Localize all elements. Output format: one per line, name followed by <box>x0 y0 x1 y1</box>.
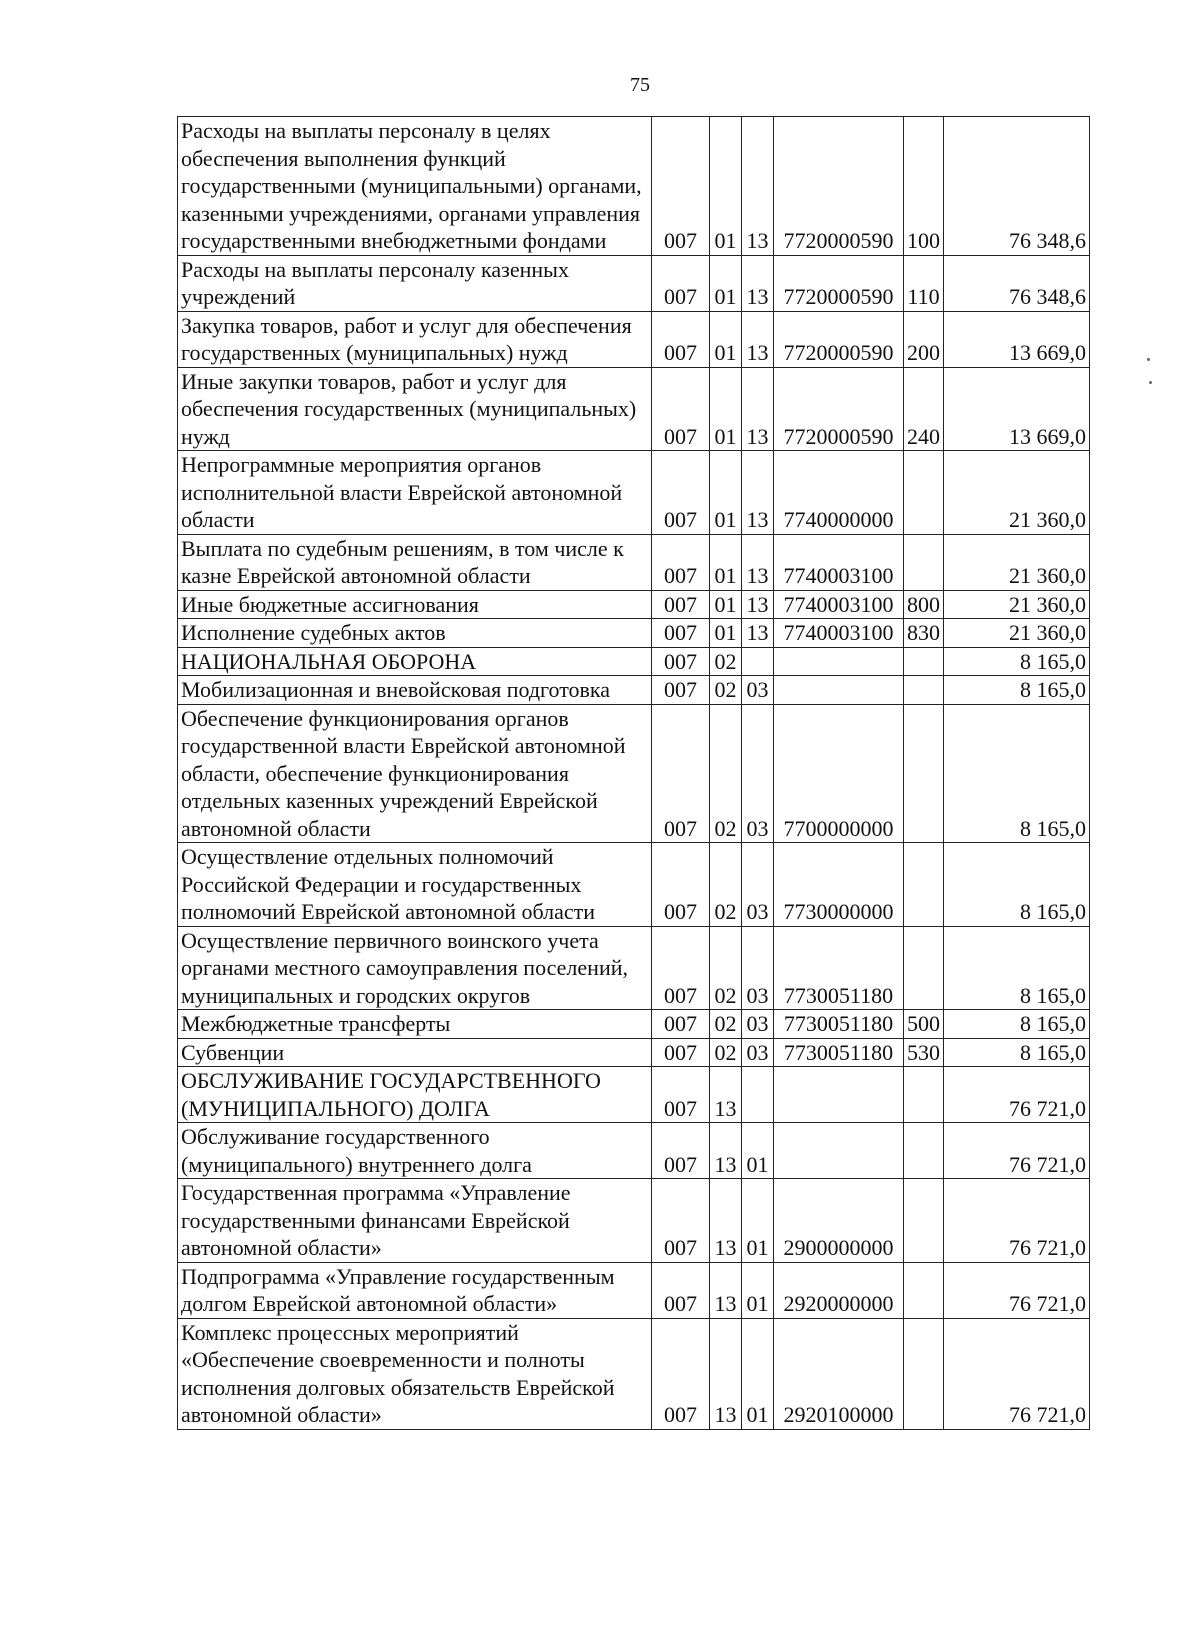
table-row <box>178 1038 1090 1067</box>
row-name: Обслуживание государственного (муниципального) внутреннего долга <box>178 1123 652 1179</box>
row-target-code: 7720000590 <box>774 367 904 451</box>
row-subsection-code: 03 <box>742 843 774 927</box>
table-row <box>178 676 1090 705</box>
row-expense-type-code <box>904 704 944 843</box>
table-row <box>178 534 1090 590</box>
row-subsection-code: 01 <box>742 1262 774 1318</box>
table-row <box>178 926 1090 1010</box>
row-section-code: 13 <box>710 1179 742 1263</box>
table-row <box>178 843 1090 927</box>
row-expense-type-code <box>904 843 944 927</box>
row-target-code: 7720000590 <box>774 117 904 256</box>
row-section-code: 01 <box>710 590 742 619</box>
scan-speck <box>1147 358 1150 361</box>
row-amount: 21 360,0 <box>944 590 1090 619</box>
row-section-code: 01 <box>710 534 742 590</box>
table-row <box>178 255 1090 311</box>
table-row <box>178 451 1090 535</box>
row-name: Осуществление отдельных полномочий Российской Федерации и государственных полномочий Еврейской автономной области <box>178 843 652 927</box>
row-name: Исполнение судебных актов <box>178 619 652 648</box>
row-section-code: 13 <box>710 1067 742 1123</box>
row-target-code <box>774 676 904 705</box>
row-subsection-code: 13 <box>742 311 774 367</box>
row-section-code: 02 <box>710 1010 742 1039</box>
table-row <box>178 117 1090 256</box>
row-section-code: 01 <box>710 117 742 256</box>
table-row <box>178 1067 1090 1123</box>
row-target-code: 7730051180 <box>774 1010 904 1039</box>
row-section-code: 01 <box>710 451 742 535</box>
row-name: Государственная программа «Управление государственными финансами Еврейской автономной области» <box>178 1179 652 1263</box>
row-ministry-code: 007 <box>652 590 710 619</box>
row-target-code: 7700000000 <box>774 704 904 843</box>
row-name: Субвенции <box>178 1038 652 1067</box>
row-section-code: 02 <box>710 704 742 843</box>
row-amount: 76 721,0 <box>944 1179 1090 1263</box>
row-amount: 8 165,0 <box>944 1010 1090 1039</box>
row-amount: 76 721,0 <box>944 1262 1090 1318</box>
row-section-code: 13 <box>710 1123 742 1179</box>
row-target-code: 7740003100 <box>774 590 904 619</box>
row-expense-type-code <box>904 676 944 705</box>
row-amount: 13 669,0 <box>944 311 1090 367</box>
row-section-code: 02 <box>710 1038 742 1067</box>
row-subsection-code: 13 <box>742 590 774 619</box>
row-subsection-code: 03 <box>742 1038 774 1067</box>
row-subsection-code: 13 <box>742 117 774 256</box>
table-row <box>178 590 1090 619</box>
row-subsection-code <box>742 1067 774 1123</box>
row-amount: 13 669,0 <box>944 367 1090 451</box>
row-section-code: 02 <box>710 843 742 927</box>
scan-speck <box>1149 381 1152 384</box>
row-expense-type-code <box>904 1067 944 1123</box>
row-expense-type-code <box>904 534 944 590</box>
row-target-code: 7740003100 <box>774 619 904 648</box>
row-name: Осуществление первичного воинского учета органами местного самоуправления поселений, муниципальных и городских округов <box>178 926 652 1010</box>
row-amount: 8 165,0 <box>944 926 1090 1010</box>
row-section-code: 13 <box>710 1318 742 1429</box>
row-amount: 8 165,0 <box>944 1038 1090 1067</box>
row-subsection-code: 03 <box>742 1010 774 1039</box>
row-target-code: 7720000590 <box>774 311 904 367</box>
table-row <box>178 647 1090 676</box>
row-target-code: 2920100000 <box>774 1318 904 1429</box>
row-amount: 76 348,6 <box>944 255 1090 311</box>
row-expense-type-code: 100 <box>904 117 944 256</box>
row-ministry-code: 007 <box>652 1262 710 1318</box>
row-subsection-code: 13 <box>742 255 774 311</box>
row-expense-type-code <box>904 1179 944 1263</box>
row-name: ОБСЛУЖИВАНИЕ ГОСУДАРСТВЕННОГО (МУНИЦИПАЛЬНОГО) ДОЛГА <box>178 1067 652 1123</box>
row-name: Расходы на выплаты персоналу в целях обеспечения выполнения функций государственными (муниципальными) органами, казенными учреждениями, органами управления государственными внебюджетными фондами <box>178 117 652 256</box>
table-row <box>178 1262 1090 1318</box>
table-row <box>178 1123 1090 1179</box>
row-name: Расходы на выплаты персоналу казенных учреждений <box>178 255 652 311</box>
row-amount: 8 165,0 <box>944 676 1090 705</box>
row-target-code: 2900000000 <box>774 1179 904 1263</box>
row-amount: 76 721,0 <box>944 1123 1090 1179</box>
row-subsection-code: 13 <box>742 451 774 535</box>
row-ministry-code: 007 <box>652 1038 710 1067</box>
row-subsection-code: 01 <box>742 1123 774 1179</box>
row-ministry-code: 007 <box>652 311 710 367</box>
row-subsection-code: 03 <box>742 704 774 843</box>
row-expense-type-code: 530 <box>904 1038 944 1067</box>
row-ministry-code: 007 <box>652 1179 710 1263</box>
table-row <box>178 1318 1090 1429</box>
row-ministry-code: 007 <box>652 534 710 590</box>
row-expense-type-code <box>904 1123 944 1179</box>
row-expense-type-code: 200 <box>904 311 944 367</box>
row-expense-type-code <box>904 647 944 676</box>
row-amount: 76 721,0 <box>944 1318 1090 1429</box>
row-ministry-code: 007 <box>652 1010 710 1039</box>
row-expense-type-code <box>904 451 944 535</box>
row-name: Выплата по судебным решениям, в том числе к казне Еврейской автономной области <box>178 534 652 590</box>
row-target-code: 7740003100 <box>774 534 904 590</box>
row-expense-type-code: 240 <box>904 367 944 451</box>
row-ministry-code: 007 <box>652 1123 710 1179</box>
row-section-code: 13 <box>710 1262 742 1318</box>
row-ministry-code: 007 <box>652 1067 710 1123</box>
row-name: Подпрограмма «Управление государственным долгом Еврейской автономной области» <box>178 1262 652 1318</box>
row-ministry-code: 007 <box>652 367 710 451</box>
row-section-code: 02 <box>710 926 742 1010</box>
row-expense-type-code: 500 <box>904 1010 944 1039</box>
row-amount: 21 360,0 <box>944 534 1090 590</box>
row-expense-type-code <box>904 1262 944 1318</box>
row-amount: 21 360,0 <box>944 451 1090 535</box>
row-amount: 76 721,0 <box>944 1067 1090 1123</box>
row-section-code: 02 <box>710 676 742 705</box>
row-ministry-code: 007 <box>652 451 710 535</box>
row-name: НАЦИОНАЛЬНАЯ ОБОРОНА <box>178 647 652 676</box>
table-row <box>178 619 1090 648</box>
row-name: Обеспечение функционирования органов государственной власти Еврейской автономной области, обеспечение функционирования отдельных казенных учреждений Еврейской автономной области <box>178 704 652 843</box>
row-expense-type-code: 110 <box>904 255 944 311</box>
budget-table-body <box>178 117 1090 1430</box>
row-target-code: 7740000000 <box>774 451 904 535</box>
row-target-code: 2920000000 <box>774 1262 904 1318</box>
table-row <box>178 311 1090 367</box>
row-expense-type-code <box>904 926 944 1010</box>
table-row <box>178 1010 1090 1039</box>
row-subsection-code: 13 <box>742 367 774 451</box>
row-name: Комплекс процессных мероприятий «Обеспечение своевременности и полноты исполнения долговых обязательств Еврейской автономной области» <box>178 1318 652 1429</box>
row-amount: 8 165,0 <box>944 704 1090 843</box>
row-name: Закупка товаров, работ и услуг для обеспечения государственных (муниципальных) нужд <box>178 311 652 367</box>
row-ministry-code: 007 <box>652 619 710 648</box>
row-name: Иные бюджетные ассигнования <box>178 590 652 619</box>
row-amount: 8 165,0 <box>944 843 1090 927</box>
row-expense-type-code: 830 <box>904 619 944 648</box>
row-name: Иные закупки товаров, работ и услуг для обеспечения государственных (муниципальных) нужд <box>178 367 652 451</box>
row-name: Межбюджетные трансферты <box>178 1010 652 1039</box>
row-section-code: 02 <box>710 647 742 676</box>
row-target-code: 7730051180 <box>774 1038 904 1067</box>
row-expense-type-code <box>904 1318 944 1429</box>
row-subsection-code <box>742 647 774 676</box>
row-ministry-code: 007 <box>652 843 710 927</box>
row-target-code <box>774 1123 904 1179</box>
row-subsection-code: 01 <box>742 1318 774 1429</box>
row-ministry-code: 007 <box>652 255 710 311</box>
row-ministry-code: 007 <box>652 926 710 1010</box>
row-expense-type-code: 800 <box>904 590 944 619</box>
row-subsection-code: 01 <box>742 1179 774 1263</box>
row-section-code: 01 <box>710 311 742 367</box>
table-row <box>178 1179 1090 1263</box>
table-row <box>178 704 1090 843</box>
row-target-code <box>774 647 904 676</box>
row-ministry-code: 007 <box>652 1318 710 1429</box>
row-amount: 8 165,0 <box>944 647 1090 676</box>
row-subsection-code: 13 <box>742 619 774 648</box>
row-ministry-code: 007 <box>652 676 710 705</box>
row-section-code: 01 <box>710 255 742 311</box>
row-name: Мобилизационная и вневойсковая подготовка <box>178 676 652 705</box>
page-number: 75 <box>630 74 650 96</box>
row-subsection-code: 13 <box>742 534 774 590</box>
row-ministry-code: 007 <box>652 704 710 843</box>
row-amount: 21 360,0 <box>944 619 1090 648</box>
row-ministry-code: 007 <box>652 647 710 676</box>
row-target-code: 7730051180 <box>774 926 904 1010</box>
row-target-code <box>774 1067 904 1123</box>
budget-table <box>177 116 1090 1430</box>
row-section-code: 01 <box>710 619 742 648</box>
row-ministry-code: 007 <box>652 117 710 256</box>
row-subsection-code: 03 <box>742 676 774 705</box>
row-section-code: 01 <box>710 367 742 451</box>
row-amount: 76 348,6 <box>944 117 1090 256</box>
row-target-code: 7730000000 <box>774 843 904 927</box>
row-name: Непрограммные мероприятия органов исполнительной власти Еврейской автономной области <box>178 451 652 535</box>
row-subsection-code: 03 <box>742 926 774 1010</box>
table-row <box>178 367 1090 451</box>
row-target-code: 7720000590 <box>774 255 904 311</box>
